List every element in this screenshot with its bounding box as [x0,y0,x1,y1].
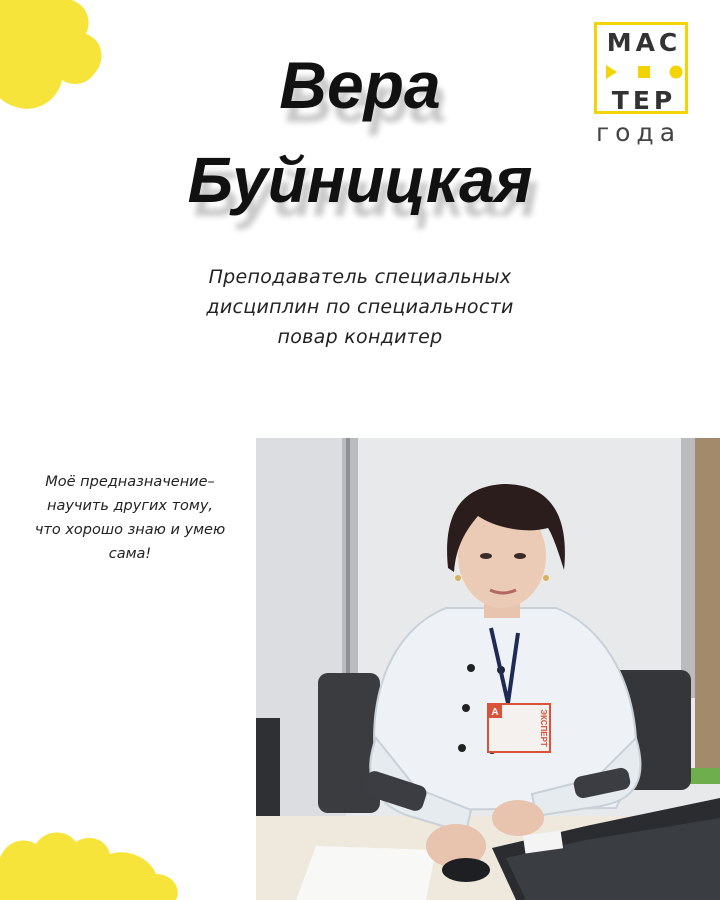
role-line-3: повар кондитер [277,326,443,348]
quote-line-4: сама! [108,546,152,562]
logo-symbols-icon [604,64,684,80]
logo-row-middle: ТЕР [611,86,677,115]
motto-quote [8,470,252,566]
yellow-blob-bottom-decoration [0,828,180,900]
role-description [160,262,560,352]
first-name-heading: Вера [279,48,441,122]
quote-line-2: научить других тому, [46,498,214,514]
quote-line-1: Моё предназначение– [45,474,215,490]
svg-text:А: А [491,707,499,718]
last-name-heading: Буйницкая [187,144,533,216]
portrait-photo [256,438,720,900]
role-line-2: дисциплин по специальности [206,296,514,318]
logo-row-bottom: года [596,118,682,147]
logo-row-top: МАС [606,28,682,57]
badge-expert-label: ЭКСПЕРТ [539,709,548,747]
yellow-blob-top-decoration [0,0,110,115]
role-line-1: Преподаватель специальных [208,266,512,288]
quote-line-3: что хорошо знаю и умею [34,522,226,538]
